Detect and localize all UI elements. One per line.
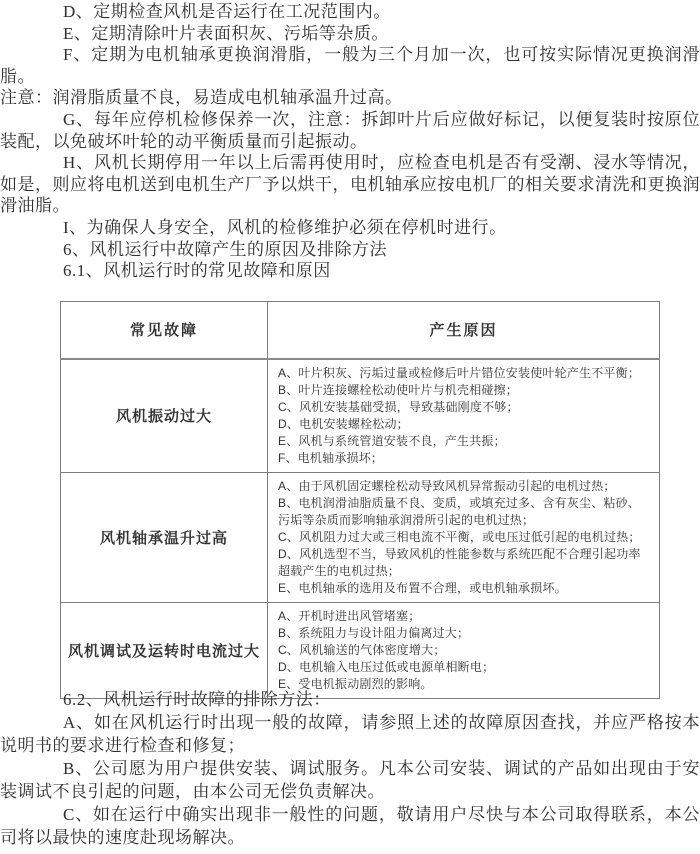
paragraph-note: 注意：润滑脂质量不良，易造成电机轴承温升过高。 [0, 88, 403, 108]
paragraph-item-g: G、每年应停机检修保养一次，注意：拆卸叶片后应做好标记，以便复装时按原位装配，以免破坏叶轮的动平衡质量而引起振动。 [0, 109, 700, 151]
cause-item: A、开机时进出风管堵塞； [278, 608, 421, 623]
table-header-cause: 产生原因 [268, 302, 660, 359]
section-heading-6-2: 6.2、风机运行时故障的排除方法： [63, 690, 331, 709]
section-heading-6: 6、风机运行中故障产生的原因及排除方法 [63, 239, 387, 259]
table-row-overcurrent [61, 602, 660, 698]
cause-item: A、叶片积灰、污垢过量或检修后叶片错位安装使叶轮产生不平衡； [278, 365, 641, 380]
table-header-fault: 常见故障 [61, 302, 268, 359]
cause-list [268, 602, 660, 698]
troubleshooting-text-block [0, 688, 700, 849]
cause-item: A、由于风机固定螺栓松动导致风机异常振动引起的电机过热； [278, 478, 616, 493]
paragraph-remedy-c: C、如在运行中确实出现非一般性的问题，敬请用户尽快与本公司取得联系，本公司将以最快的速度赴现场解决。 [0, 805, 700, 847]
table-header-row [61, 302, 660, 359]
fault-name: 风机振动过大 [61, 359, 268, 473]
paragraph-remedy-a: A、如在风机运行时出现一般的故障，请参照上述的故障原因查找，并应严格按本说明书的要求进行检查和修复； [0, 713, 700, 755]
cause-item: B、叶片连接螺栓松动使叶片与机壳相碰擦； [278, 382, 519, 397]
paragraph-item-i: I、为确保人身安全，风机的检修维护必须在停机时进行。 [63, 217, 507, 237]
table-row-vibration [61, 359, 660, 473]
paragraph-remedy-b: B、公司愿为用户提供安装、调试服务。凡本公司安装、调试的产品如出现由于安装调试不良引起的问题，由本公司无偿负责解决。 [0, 759, 700, 801]
paragraph-item-d: D、定期检查风机是否运行在工况范围内。 [63, 2, 391, 21]
cause-item: E、电机轴承的选用及布置不合理，或电机轴承损坏。 [278, 580, 567, 595]
cause-item: C、风机阻力过大或三相电流不平衡，或电压过低引起的电机过热； [278, 529, 641, 544]
cause-item: F、电机轴承损坏； [278, 450, 384, 465]
cause-item: B、电机润滑油脂质量不良、变质，或填充过多、含有灰尘、粘砂、污垢等杂质而影响轴承润滑所引起的电机过热； [278, 495, 641, 527]
cause-list [268, 472, 660, 602]
table-row-bearing-temp [61, 472, 660, 602]
cause-item: C、风机输送的气体密度增大； [278, 642, 446, 657]
section-heading-6-1: 6.1、风机运行时的常见故障和原因 [63, 261, 331, 281]
cause-item: D、电机安装螺栓松动； [278, 416, 409, 431]
paragraph-item-f: F、定期为电机轴承更换润滑脂，一般为三个月加一次，也可按实际情况更换润滑脂。 [0, 45, 700, 86]
cause-item: D、电机输入电压过低或电源单相断电； [278, 659, 495, 674]
cause-list [268, 359, 660, 473]
fault-name: 风机轴承温升过高 [61, 472, 268, 602]
cause-item: E、风机与系统管道安装不良，产生共振； [278, 433, 506, 448]
paragraph-item-e: E、定期清除叶片表面积灰、污垢等杂质。 [63, 23, 389, 43]
paragraph-item-h: H、风机长期停用一年以上后需再使用时，应检查电机是否有受潮、浸水等情况，如是，则应将电机送到电机生产厂予以烘干，电机轴承应按电机厂的相关要求清洗和更换润滑油脂。 [0, 153, 700, 216]
maintenance-text-block [0, 1, 700, 282]
cause-item: B、系统阻力与设计阻力偏离过大； [278, 625, 470, 640]
fault-cause-table [60, 301, 660, 699]
cause-item: D、风机选型不当，导致风机的性能参数与系统匹配不合理引起功率超载产生的电机过热； [278, 546, 641, 578]
cause-item: C、风机安装基础受损，导致基础刚度不够； [278, 399, 519, 414]
cause-item: E、受电机振动剧烈的影响。 [278, 676, 433, 691]
fault-name: 风机调试及运转时电流过大 [61, 602, 268, 698]
